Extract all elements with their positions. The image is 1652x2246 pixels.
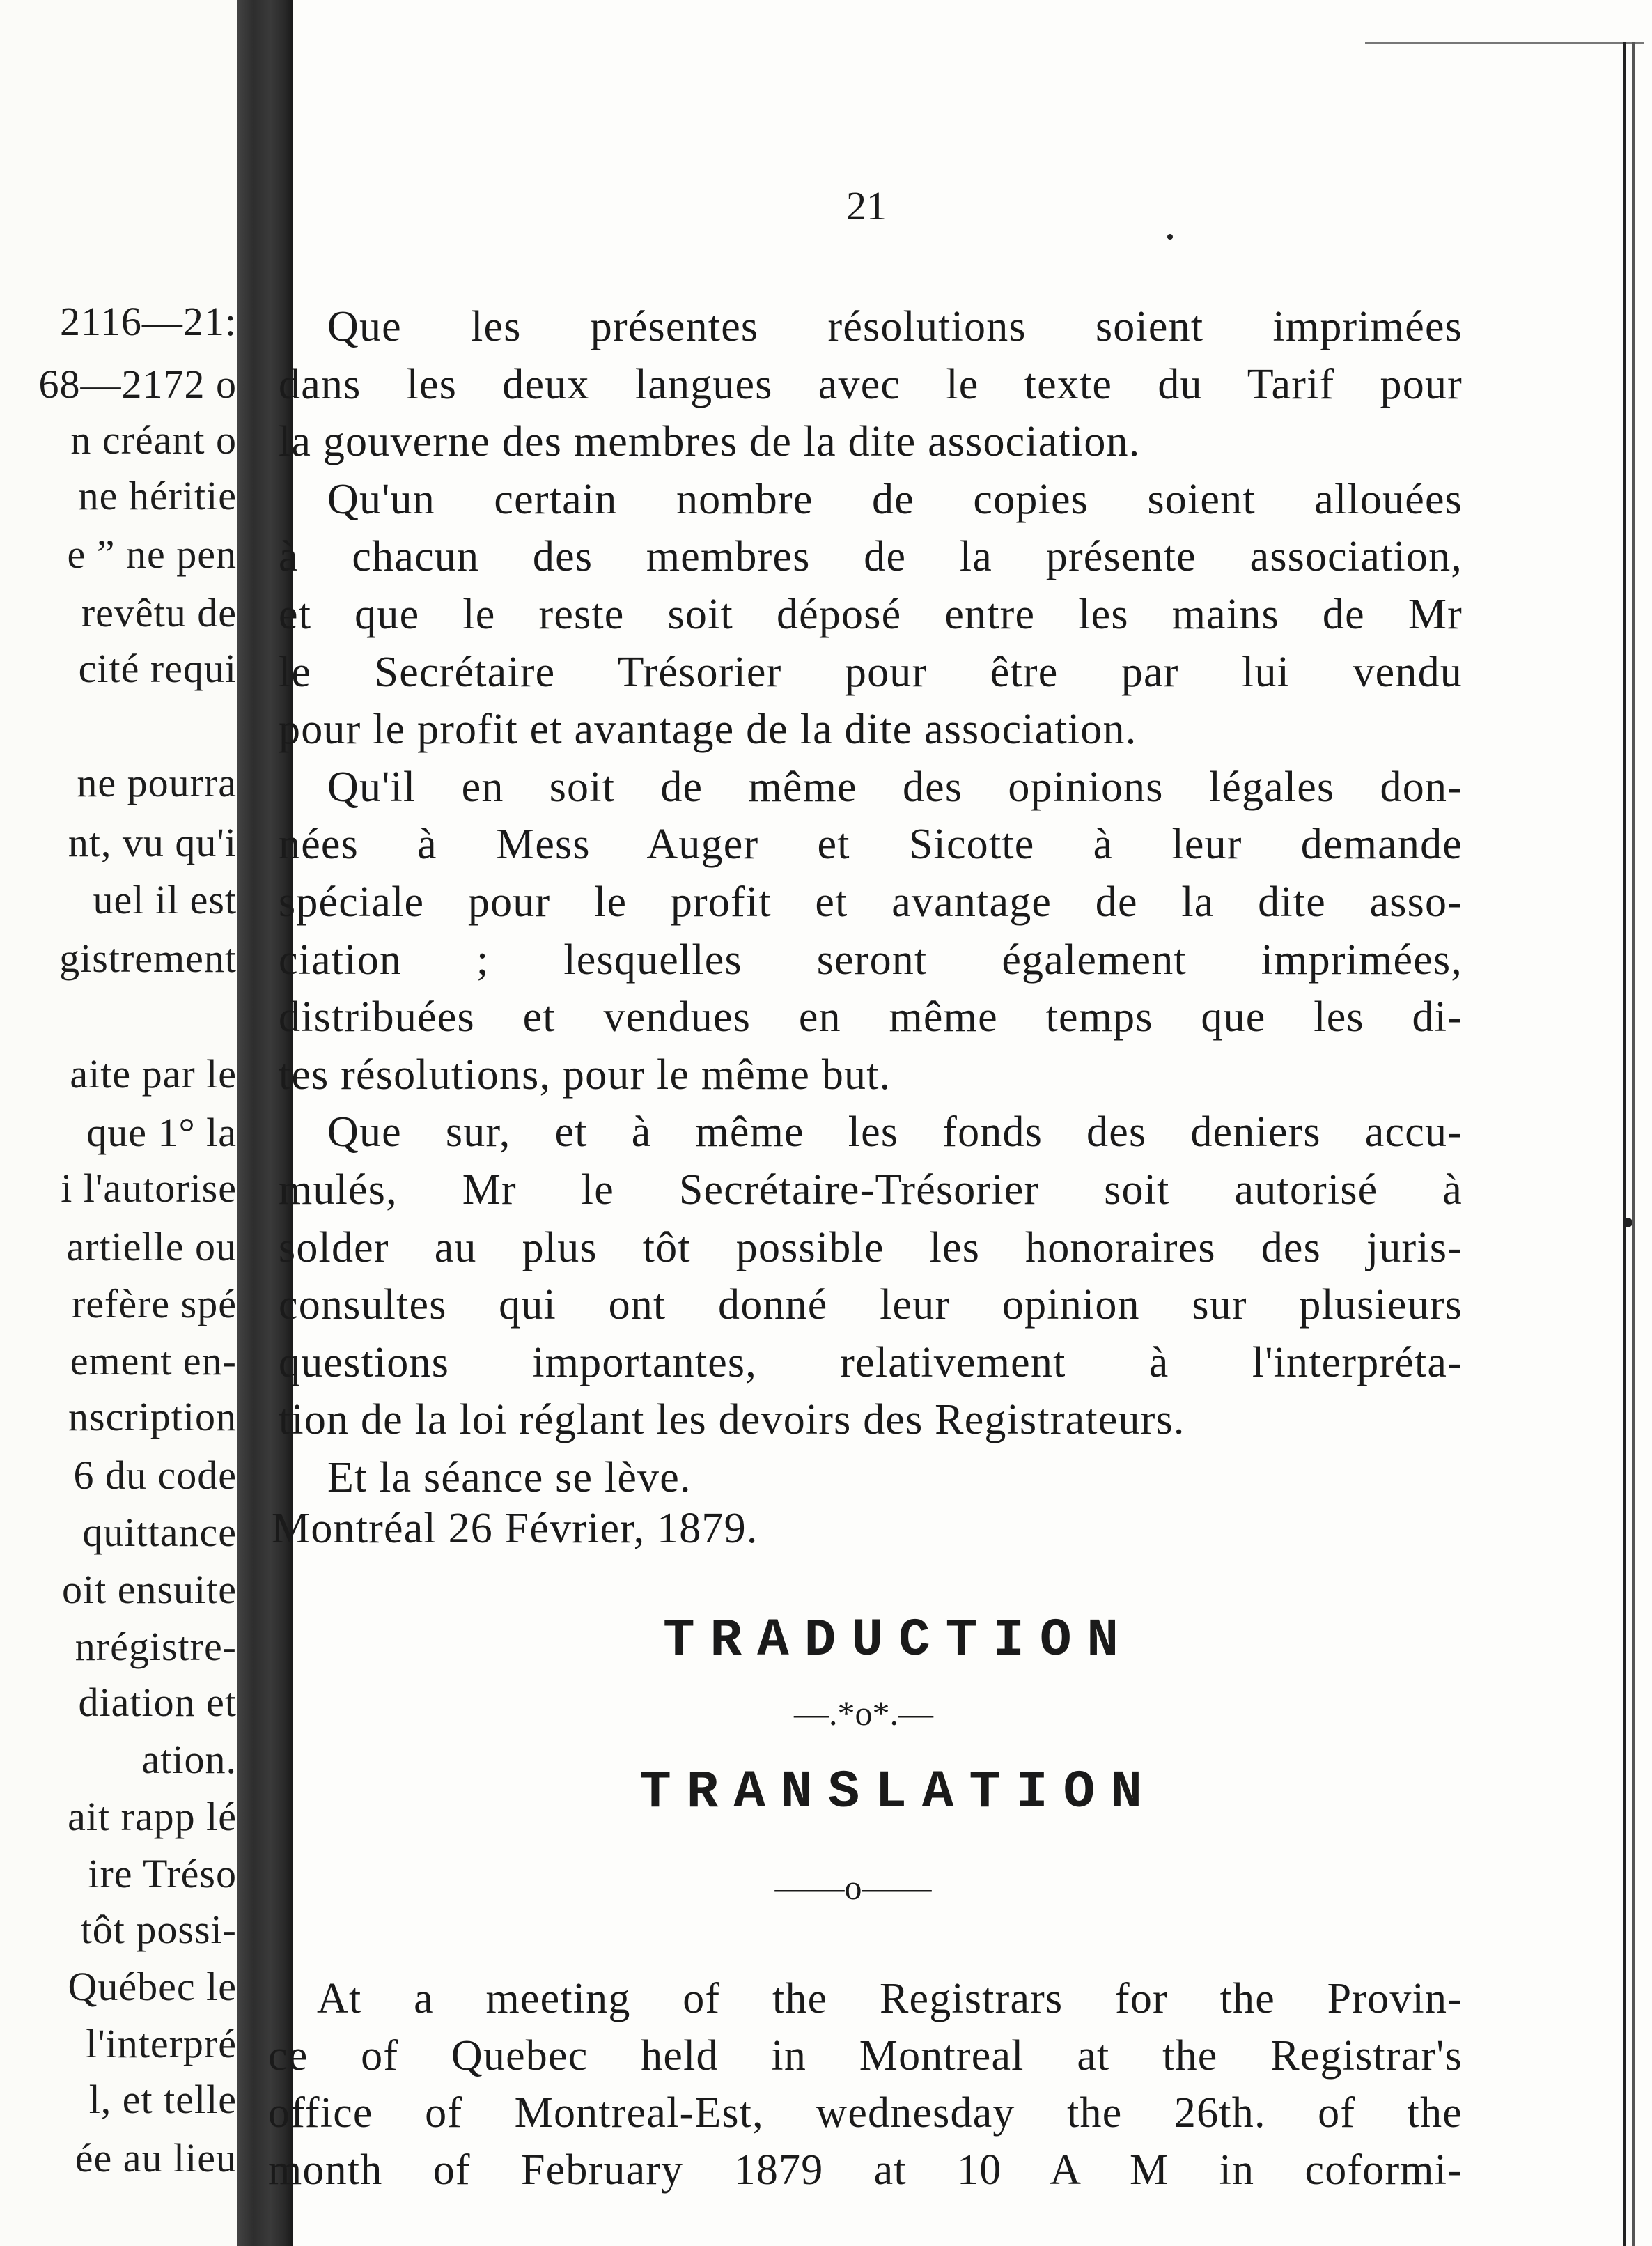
left-page-line: ne pourra (77, 760, 237, 805)
left-page-line: e ” ne pen (67, 532, 237, 577)
text-line: spéciale pour le profit et avantage de la dite asso- (279, 878, 1463, 926)
page-edge-top (1365, 0, 1644, 44)
text-line: Et la séance se lève. (327, 1454, 692, 1501)
left-page-line: nrégistre- (75, 1624, 237, 1669)
left-page-line: ement en- (70, 1338, 237, 1384)
text-line: à chacun des membres de la présente association, (279, 533, 1463, 580)
left-page-line: oit ensuite (61, 1567, 237, 1612)
text-line: nées à Mess Auger et Sicotte à leur demande (279, 821, 1463, 868)
text-line: la gouverne des membres de la dite association. (279, 418, 1141, 465)
text-line: ce of Quebec held in Montreal at the Registrar's (268, 2032, 1463, 2080)
text-line: tion de la loi réglant les devoirs des Registrateurs. (279, 1396, 1185, 1443)
left-page-line: l, et telle (88, 2077, 237, 2122)
left-page-line: 6 du code (73, 1453, 237, 1498)
text-line: et que le reste soit déposé entre les mains de Mr (279, 591, 1463, 638)
left-page-line: ée au lieu (75, 2135, 237, 2181)
left-page-line: cité requi (78, 646, 237, 691)
heading-traduction: TRADUCTION (662, 1611, 1135, 1671)
left-page-line: que 1° la (86, 1110, 237, 1155)
text-line: mulés, Mr le Secrétaire-Trésorier soit autorisé à (279, 1166, 1463, 1214)
left-page-line: diation et (78, 1680, 237, 1725)
text-line: Qu'un certain nombre de copies soient allouées (327, 476, 1463, 523)
text-line: dans les deux langues avec le texte du Tarif pour (279, 361, 1463, 408)
left-page-line: 2116—21: (60, 299, 237, 344)
text-line: month of February 1879 at 10 A M in coformi- (268, 2146, 1463, 2194)
page-number: 21 (846, 183, 887, 229)
left-page-line: n créant o (70, 417, 237, 463)
text-line: At a meeting of the Registrars for the Provin- (317, 1975, 1463, 2022)
heading-translation: TRANSLATION (639, 1763, 1158, 1822)
left-page-line: refère spé (72, 1281, 237, 1326)
ornament-divider: —.*o*.— (794, 1694, 933, 1733)
left-page-line: tôt possi- (80, 1907, 237, 1952)
left-page-line: nscription (68, 1394, 237, 1439)
ink-speck (1167, 234, 1173, 240)
left-page-line: nt, vu qu'i (68, 820, 237, 865)
text-line: ciation ; lesquelles seront également imprimées, (279, 936, 1463, 984)
text-line: consultes qui ont donné leur opinion sur plusieurs (279, 1281, 1463, 1329)
left-page-line: Québec le (68, 1964, 237, 2009)
text-line: distribuées et vendues en même temps que les di- (279, 993, 1463, 1041)
text-line: questions importantes, relativement à l'interpréta- (279, 1339, 1463, 1386)
text-line: pour le profit et avantage de la dite association. (279, 706, 1137, 753)
page-edge (1623, 42, 1635, 2246)
text-line: tes résolutions, pour le même but. (279, 1051, 891, 1099)
left-page-line: 68—2172 o (38, 362, 237, 407)
left-page-line: ait rapp lé (68, 1794, 237, 1839)
text-line: Que sur, et à même les fonds des deniers accu- (327, 1108, 1463, 1156)
left-page-line: ation. (141, 1737, 237, 1782)
left-page-line: l'interpré (86, 2021, 237, 2066)
text-line: solder au plus tôt possible les honoraires des juris- (279, 1224, 1463, 1271)
place-date: Montréal 26 Février, 1879. (272, 1505, 758, 1552)
left-page-line: aite par le (70, 1051, 237, 1097)
left-page-line: revêtu de (81, 590, 237, 635)
left-page-fragment (0, 0, 237, 2246)
ink-speck (1623, 1218, 1632, 1227)
left-page-line: artielle ou (66, 1224, 237, 1269)
left-page-line: ne héritie (78, 473, 237, 518)
left-page-line: i l'autorise (61, 1165, 237, 1211)
left-page-line: ire Tréso (88, 1851, 237, 1896)
left-page-line: gistrement (59, 936, 237, 981)
left-page-line: uel il est (93, 877, 237, 922)
text-line: Que les présentes résolutions soient imprimées (327, 303, 1463, 350)
left-page-line: quittance (82, 1510, 237, 1555)
text-line: le Secrétaire Trésorier pour être par lui vendu (279, 649, 1463, 696)
text-line: office of Montreal-Est, wednesday the 26th. of the (268, 2089, 1463, 2137)
small-divider: ——o—— (774, 1868, 932, 1907)
text-line: Qu'il en soit de même des opinions légales don- (327, 764, 1463, 811)
